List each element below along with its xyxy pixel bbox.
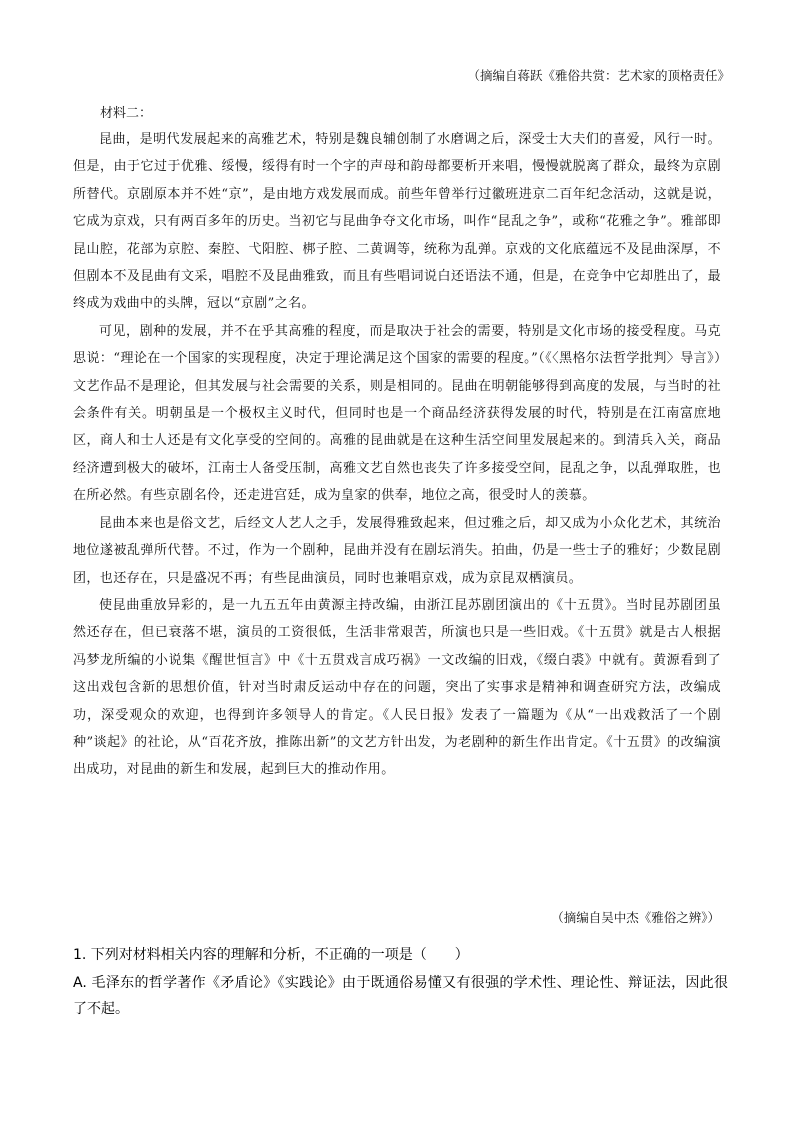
material-label: 材料二：	[100, 106, 153, 121]
question-stem: 1. 下列对材料相关内容的理解和分析，不正确的一项是（ ）	[73, 947, 469, 963]
paragraph-4: 使昆曲重放异彩的，是一九五五年由黄源主持改编，由浙江昆苏剧团演出的《十五贯》。当时昆苏剧团虽然还存在，但已衰落不堪，演员的工资很低，生活非常艰苦，所演也只是一些旧戏。《十五贯》就是古人根据冯梦龙所编的小说集《醒世恒言》中《十五贯戏言成巧祸》一文改编的旧戏，《缀白裘》中就有。黄源看到了这出戏包含新的思想价值，针对当时肃反运动中存在的问题，突出了实事求是精神和调查研究方法，改编成功，深受观众的欢迎，也得到许多领导人的肯定。《人民日报》发表了一篇题为《从“一出戏救活了一个剧种”谈起》的社论，从“百花齐放，推陈出新”的文艺方针出发，为老剧种的新生作出肯定。《十五贯》的改编演出成功，对昆曲的新生和发展，起到巨大的推动作用。	[73, 597, 721, 778]
paragraph-1: 昆曲，是明代发展起来的高雅艺术，特别是魏良辅创制了水磨调之后，深受士大夫们的喜爱，风行一时。但是，由于它过于优雅、绥慢，绥得有时一个字的声母和韵母都要析开来唱，慢慢就脱离了群众，最终为京剧所替代。京剧原本并不姓“京”，是由地方戏发展而成。前些年曾举行过徽班进京二百年纪念活动，这就是说，它成为京戏，只有两百多年的历史。当初它与昆曲争夺文化市场，叫作“昆乱之争”，或称“花雅之争”。雅部即昆山腔，花部为京腔、秦腔、弋阳腔、梆子腔、二黄调等，统称为乱弹。京戏的文化底蕴远不及昆曲深厚，不但剧本不及昆曲有文采，唱腔不及昆曲雅致，而且有些唱词说白还语法不通，但是，在竞争中它却胜出了，最终成为戏曲中的头牌，冠以“京剧”之名。	[73, 132, 721, 312]
material-body	[73, 126, 721, 784]
source-citation-bottom: （摘编自吴中杰《雅俗之辨》）	[551, 910, 720, 925]
paragraph-2: 可见，剧种的发展，并不在乎其高雅的程度，而是取决于社会的需要，特别是文化市场的接受程度。马克思说：“理论在一个国家的实现程度，决定于理论满足这个国家的需要的程度。”（《〈黑格尔法哲学批判〉导言》）文艺作品不是理论，但其发展与社会需要的关系，则是相同的。昆曲在明朝能够得到高度的发展，与当时的社会条件有关。明朝虽是一个极权主义时代，但同时也是一个商品经济获得发展的时代，特别是在江南富庶地区，商人和士人还是有文化享受的空间的。高雅的昆曲就是在这种生活空间里发展起来的。到清兵入关，商品经济遭到极大的破坏，江南士人备受压制，高雅文艺自然也丧失了许多接受空间，昆乱之争，以乱弹取胜，也在所必然。有些京剧名伶，还走进宫廷，成为皇家的供奉，地位之高，很受时人的羡慕。	[73, 323, 721, 504]
source-citation-top: （摘编自蒋跃《雅俗共赏：艺术家的顶格责任》	[467, 68, 730, 83]
paragraph-3: 昆曲本来也是俗文艺，后经文人艺人之手，发展得雅致起来，但过雅之后，却又成为小众化艺术，其统治地位遂被乱弹所代替。不过，作为一个剧种，昆曲并没有在剧坛消失。拍曲，仍是一些士子的雅好；少数昆剧团，也还存在，只是盛况不再；有些昆曲演员，同时也兼唱京戏，成为京昆双栖演员。	[73, 515, 721, 586]
option-a: A. 毛泽东的哲学著作《矛盾论》《实践论》由于既通俗易懂又有很强的学术性、理论性、辩证法，因此很了不起。	[73, 975, 728, 1017]
